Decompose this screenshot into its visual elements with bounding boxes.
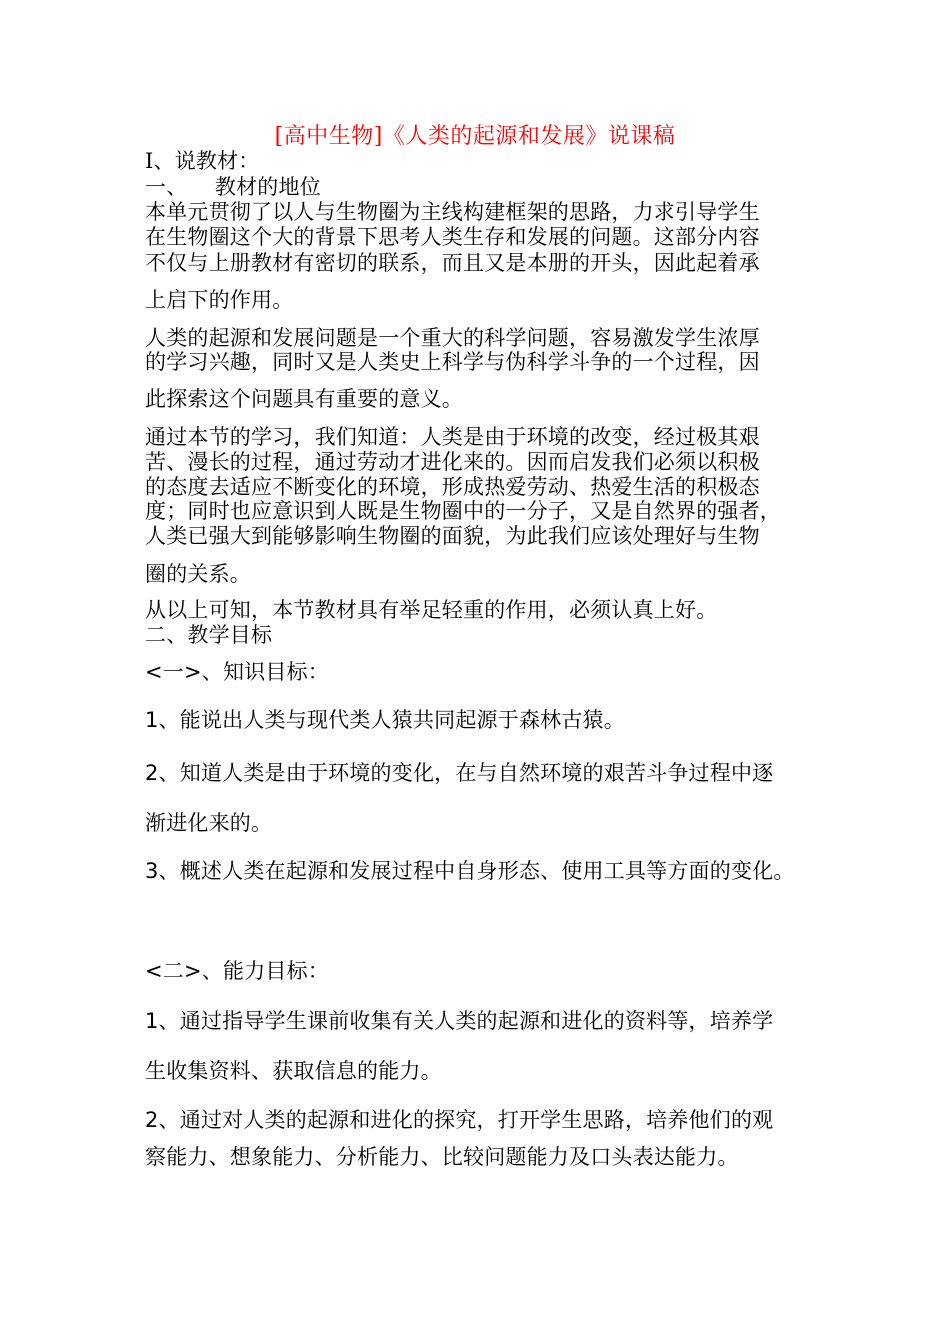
section-heading: 二、教学目标	[145, 623, 273, 647]
list-item: 2、通过对人类的起源和进化的探究，打开学生思路，培养他们的观	[145, 1108, 774, 1132]
paragraph-line: 的态度去适应不断变化的环境，形成热爱劳动、热爱生活的积极态	[145, 475, 760, 499]
paragraph-line: 的学习兴趣，同时又是人类史上科学与伪科学斗争的一个过程，因	[145, 350, 760, 374]
paragraph-line: 人类已强大到能够影响生物圈的面貌，为此我们应该处理好与生物	[145, 524, 760, 548]
list-item: 1、能说出人类与现代类人猿共同起源于森林古猿。	[145, 708, 625, 732]
paragraph-line: 苦、漫长的过程，通过劳动才进化来的。因而启发我们必须以积极	[145, 450, 760, 474]
paragraph-line: 圈的关系。	[145, 562, 251, 586]
paragraph-line: 通过本节的学习，我们知道：人类是由于环境的改变，经过极其艰	[145, 425, 760, 449]
list-item: 3、概述人类在起源和发展过程中自身形态、使用工具等方面的变化。	[145, 859, 795, 883]
list-item: 察能力、想象能力、分析能力、比较问题能力及口头表达能力。	[145, 1145, 739, 1169]
paragraph-line: 人类的起源和发展问题是一个重大的科学问题，容易激发学生浓厚	[145, 326, 760, 350]
list-item: 渐进化来的。	[145, 811, 273, 835]
section-heading: Ⅰ、说教材：	[145, 149, 260, 173]
paragraph-line: 上启下的作用。	[145, 288, 294, 312]
paragraph-line: 不仅与上册教材有密切的联系，而且又是本册的开头，因此起着承	[145, 251, 760, 275]
paragraph-line: 度；同时也应意识到人既是生物圈中的一分子，又是自然界的强者，	[145, 499, 781, 523]
paragraph-line: 在生物圈这个大的背景下思考人类生存和发展的问题。这部分内容	[145, 225, 760, 249]
paragraph-line: 本单元贯彻了以人与生物圈为主线构建框架的思路，力求引导学生	[145, 200, 760, 224]
subsection-heading: <二>、能力目标：	[145, 959, 329, 983]
list-item: 2、知道人类是由于环境的变化，在与自然环境的艰苦斗争过程中逐	[145, 761, 774, 785]
list-item: 1、通过指导学生课前收集有关人类的起源和进化的资料等，培养学	[145, 1009, 774, 1033]
subsection-heading: 一、 教材的地位	[145, 175, 321, 199]
subsection-heading: <一>、知识目标：	[145, 660, 329, 684]
list-item: 生收集资料、获取信息的能力。	[145, 1059, 442, 1083]
paragraph-line: 从以上可知，本节教材具有举足轻重的作用，必须认真上好。	[145, 598, 718, 622]
document-title: [高中生物]《人类的起源和发展》说课稿	[274, 124, 676, 149]
paragraph-line: 此探索这个问题具有重要的意义。	[145, 387, 463, 411]
